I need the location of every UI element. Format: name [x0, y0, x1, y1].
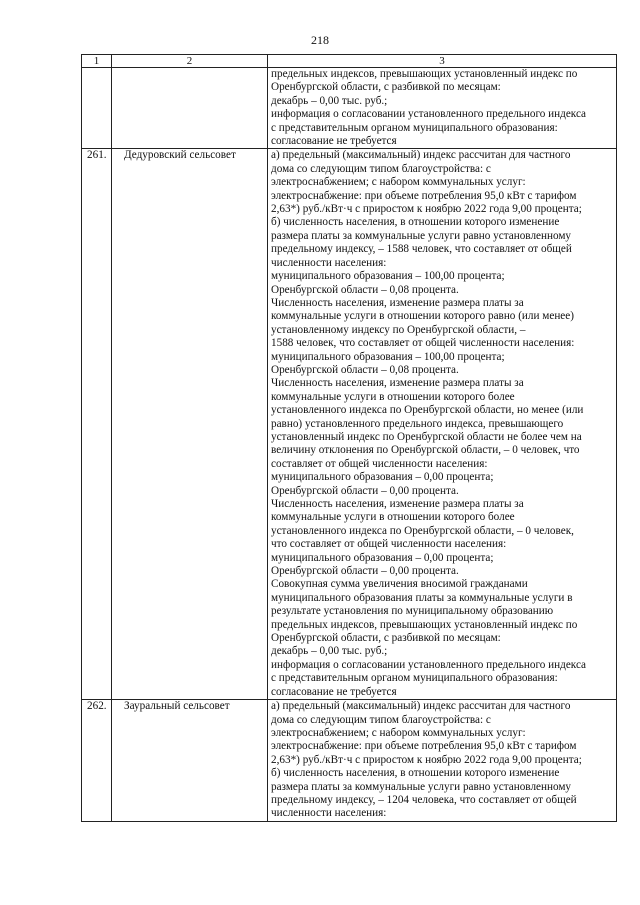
content-line: размера платы за коммунальные услуги равно установленному [271, 229, 572, 242]
table-row-262 [82, 700, 617, 822]
content-line: декабрь – 0,00 тыс. руб.; [271, 94, 388, 107]
row-content [268, 149, 617, 700]
content-line: коммунальные услуги в отношении которого более [271, 390, 515, 403]
content-line: установленного индекса по Оренбургской области, но менее (или [271, 404, 584, 417]
content-line: Оренбургской области – 0,00 процента. [271, 484, 459, 497]
content-line: с представительным органом муниципального образования: [271, 672, 558, 685]
content-line: что составляет от общей численности населения: [271, 538, 507, 551]
content-line: б) численность населения, в отношении которого изменение [271, 216, 560, 229]
content-line: Численность населения, изменение размера платы за [271, 296, 524, 309]
content-line: 2,63*) руб./кВт·ч с приростом к ноябрю 2022 года 9,00 процента; [271, 753, 582, 766]
content-line: электроснабжение: при объеме потребления 95,0 кВт с тарифом [271, 189, 577, 202]
row-number: 262. [82, 700, 112, 822]
table-row-continuation [82, 68, 617, 149]
header-col-2: 2 [112, 55, 268, 68]
content-line: численности населения: [271, 256, 387, 269]
content-line: а) предельный (максимальный) индекс рассчитан для частного [271, 149, 571, 162]
content-line: коммунальные услуги в отношении которого более [271, 511, 515, 524]
content-line: предельных индексов, превышающих установленный индекс по [271, 68, 578, 80]
row-number [82, 68, 112, 149]
content-line: муниципального образования – 0,00 процента; [271, 551, 494, 564]
content-line: муниципального образования – 100,00 процента; [271, 270, 505, 283]
content-line: информация о согласовании установленного предельного индекса [271, 108, 587, 121]
content-line: Оренбургской области – 0,08 процента. [271, 283, 459, 296]
content-line: установленный индекс по Оренбургской области не более чем на [271, 430, 582, 443]
content-line: 1588 человек, что составляет от общей численности населения: [271, 337, 575, 350]
row-name: Дедуровский сельсовет [112, 149, 268, 700]
row-name [112, 68, 268, 149]
content-line: электроснабжение: при объеме потребления 95,0 кВт с тарифом [271, 740, 577, 753]
content-line: б) численность населения, в отношении которого изменение [271, 767, 560, 780]
row-number: 261. [82, 149, 112, 700]
content-line: предельному индексу, – 1204 человека, что составляет от общей [271, 793, 577, 806]
content-line: муниципального образования – 100,00 процента; [271, 350, 505, 363]
content-line: согласование не требуется [271, 135, 397, 148]
content-line: коммунальные услуги в отношении которого равно (или менее) [271, 310, 574, 323]
page-number: 218 [311, 33, 329, 47]
content-line: Численность населения, изменение размера платы за [271, 498, 524, 510]
content-line: размера платы за коммунальные услуги равно установленному [271, 780, 572, 793]
table-header-row [82, 55, 617, 68]
content-line: муниципального образования – 0,00 процента; [271, 471, 494, 484]
header-col-1: 1 [82, 55, 112, 68]
content-line: Оренбургской области – 0,00 процента. [271, 565, 459, 578]
content-line: декабрь – 0,00 тыс. руб.; [271, 645, 388, 658]
content-line: согласование не требуется [271, 685, 397, 698]
content-line: Оренбургской области, с разбивкой по месяцам: [271, 632, 501, 645]
content-line: результате установления по муниципальному образованию [271, 605, 554, 618]
content-line: дома со следующим типом благоустройства: с [271, 162, 491, 175]
content-line: Оренбургской области – 0,08 процента. [271, 363, 459, 376]
content-line: Совокупная сумма увеличения вносимой гражданами [271, 578, 528, 591]
content-line: Оренбургской области, с разбивкой по месяцам: [271, 81, 501, 94]
row-content [268, 68, 617, 149]
row-content [268, 700, 617, 822]
content-line: с представительным органом муниципального образования: [271, 121, 558, 134]
content-line: установленному индексу по Оренбургской области, – [271, 323, 526, 336]
content-line: предельных индексов, превышающих установленный индекс по [271, 618, 578, 631]
content-line: Численность населения, изменение размера платы за [271, 377, 524, 390]
content-line: информация о согласовании установленного предельного индекса [271, 658, 587, 671]
content-line: муниципального образования платы за коммунальные услуги в [271, 591, 573, 604]
content-line: 2,63*) руб./кВт·ч с приростом к ноябрю 2022 года 9,00 процента; [271, 203, 582, 216]
content-line: равно) установленного предельного индекса, превышающего [271, 417, 564, 430]
content-line: предельному индексу, – 1588 человек, что составляет от общей [271, 243, 572, 256]
row-name: Зауральный сельсовет [112, 700, 268, 822]
content-line: электроснабжением; с набором коммунальных услуг: [271, 176, 526, 189]
content-line: дома со следующим типом благоустройства: с [271, 713, 491, 726]
content-line: составляет от общей численности населения: [271, 457, 488, 470]
content-line: а) предельный (максимальный) индекс рассчитан для частного [271, 700, 571, 713]
document-table [81, 54, 617, 822]
table-row-261 [82, 149, 617, 700]
header-col-3: 3 [268, 55, 617, 68]
content-line: численности населения: [271, 807, 387, 820]
content-line: установленного индекса по Оренбургской области, – 0 человек, [271, 524, 574, 537]
content-line: электроснабжением; с набором коммунальных услуг: [271, 726, 526, 739]
content-line: величину отклонения по Оренбургской области, – 0 человек, что [271, 444, 580, 457]
